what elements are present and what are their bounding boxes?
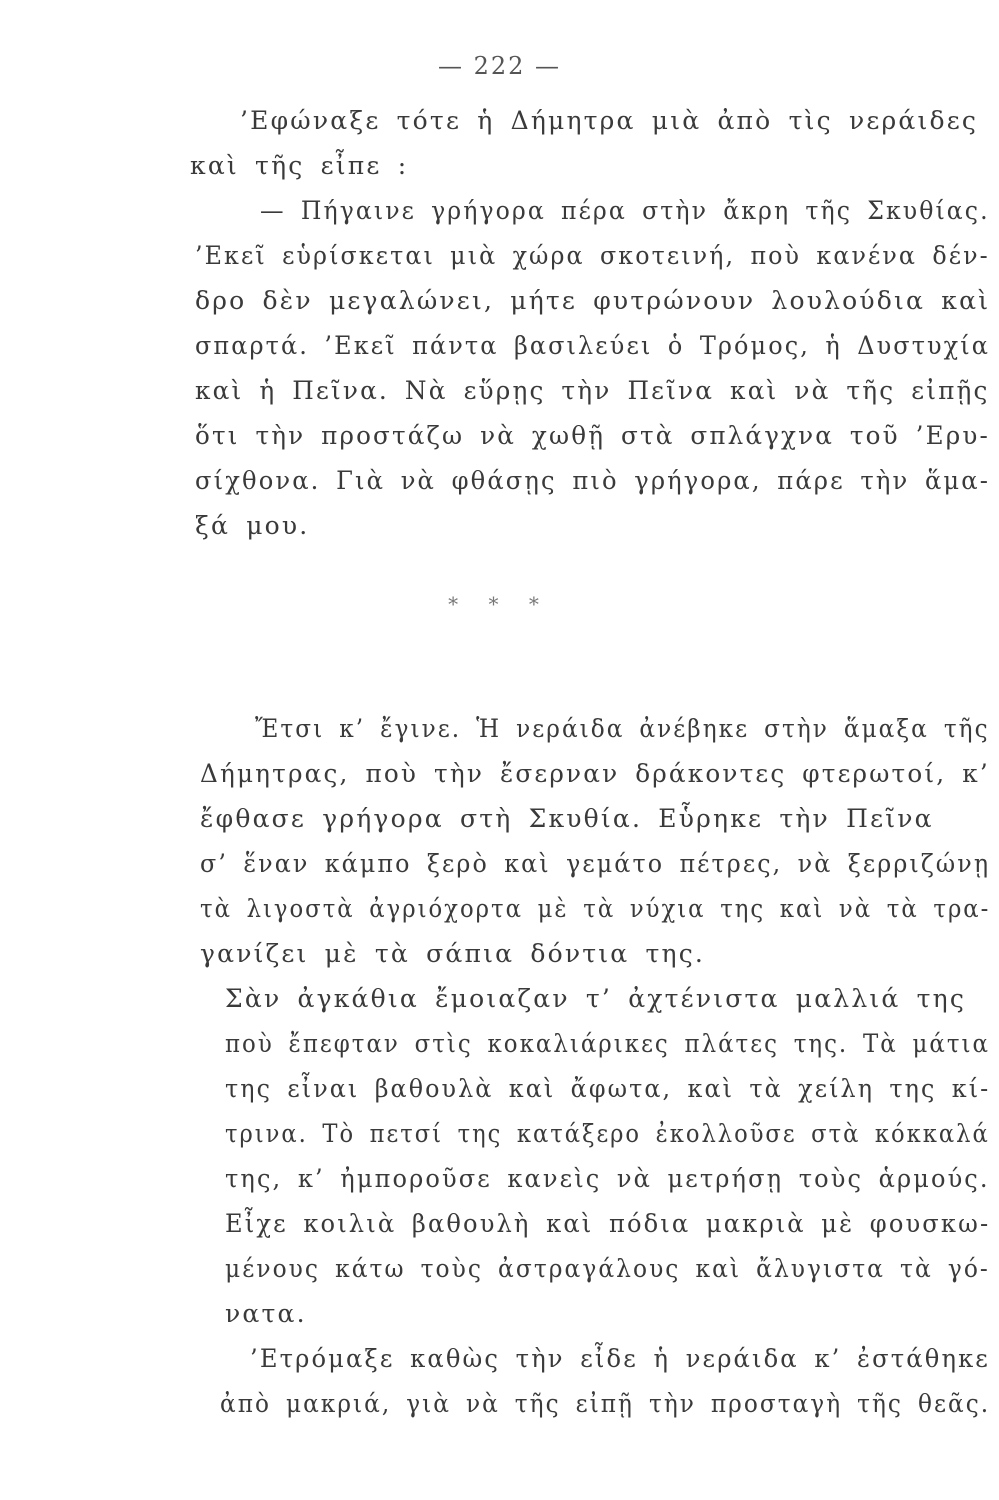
text-line: ἀπὸ μακριά, γιὰ νὰ τῆς εἰπῇ τὴν προσταγὴ τῆς θεᾶς. xyxy=(220,1389,991,1418)
text-line: καὶ ἡ Πεῖνα. Νὰ εὕρῃς τὴν Πεῖνα καὶ νὰ τῆς εἰπῇς xyxy=(195,376,990,405)
text-line: ’Εφώναξε τότε ἡ Δήμητρα μιὰ ἀπὸ τὶς νεράιδες xyxy=(240,106,979,135)
text-line: τρινα. Τὸ πετσί της κατάξερο ἐκολλοῦσε στὰ κόκκαλά xyxy=(225,1119,990,1148)
text-line: μένους κάτω τοὺς ἀστραγάλους καὶ ἄλυγιστα τὰ γό- xyxy=(225,1254,990,1283)
text-line: σ’ ἕναν κάμπο ξερὸ καὶ γεμάτο πέτρες, νὰ ξερριζώνῃ xyxy=(200,849,991,878)
text-line: ’Εκεῖ εὑρίσκεται μιὰ χώρα σκοτεινή, ποὺ κανένα δέν- xyxy=(195,241,990,270)
text-line: Εἶχε κοιλιὰ βαθουλὴ καὶ πόδια μακριὰ μὲ φουσκω- xyxy=(225,1209,991,1238)
text-line: της, κ’ ἠμποροῦσε κανεὶς νὰ μετρήσῃ τοὺς ἁρμούς. xyxy=(225,1164,990,1193)
text-line: γανίζει μὲ τὰ σάπια δόντια της. xyxy=(200,939,706,968)
section-separator: * * * xyxy=(448,592,551,616)
text-line: νατα. xyxy=(225,1299,307,1328)
text-line: Ἔτσι κ’ ἔγινε. Ἡ νεράιδα ἀνέβηκε στὴν ἅμαξα τῆς xyxy=(255,714,990,743)
text-line: ξά μου. xyxy=(195,511,310,540)
text-line: ἔφθασε γρήγορα στὴ Σκυθία. Εὗρηκε τὴν Πεῖνα xyxy=(200,804,934,833)
text-line: τὰ λιγοστὰ ἀγριόχορτα μὲ τὰ νύχια της καὶ νὰ τὰ τρα- xyxy=(200,894,991,923)
text-line: σπαρτά. ’Εκεῖ πάντα βασιλεύει ὁ Τρόμος, ἡ Δυστυχία xyxy=(195,331,991,360)
text-line: — Πήγαινε γρήγορα πέρα στὴν ἄκρη τῆς Σκυθίας. xyxy=(260,196,990,225)
text-line: Δήμητρας, ποὺ τὴν ἔσερναν δράκοντες φτερωτοί, κ’ xyxy=(200,759,990,788)
text-line: σίχθονα. Γιὰ νὰ φθάσῃς πιὸ γρήγορα, πάρε τὴν ἅμα- xyxy=(195,466,991,495)
text-line: ποὺ ἔπεφταν στὶς κοκαλιάρικες πλάτες της. Τὰ μάτια xyxy=(225,1029,990,1058)
text-line: καὶ τῆς εἶπε : xyxy=(190,151,409,180)
text-line: της εἶναι βαθουλὰ καὶ ἄφωτα, καὶ τὰ χείλη της κί- xyxy=(225,1074,991,1103)
text-line: δρο δὲν μεγαλώνει, μήτε φυτρώνουν λουλούδια καὶ xyxy=(195,286,991,315)
text-line: Σὰν ἀγκάθια ἔμοιαζαν τ’ ἀχτένιστα μαλλιά της xyxy=(225,984,967,1013)
page-number: — 222 — xyxy=(437,52,562,80)
text-line: ’Ετρόμαξε καθὼς τὴν εἶδε ἡ νεράιδα κ’ ἐστάθηκε xyxy=(250,1344,990,1373)
text-line: ὅτι τὴν προστάζω νὰ χωθῇ στὰ σπλάγχνα τοῦ ’Ερυ- xyxy=(195,421,990,450)
